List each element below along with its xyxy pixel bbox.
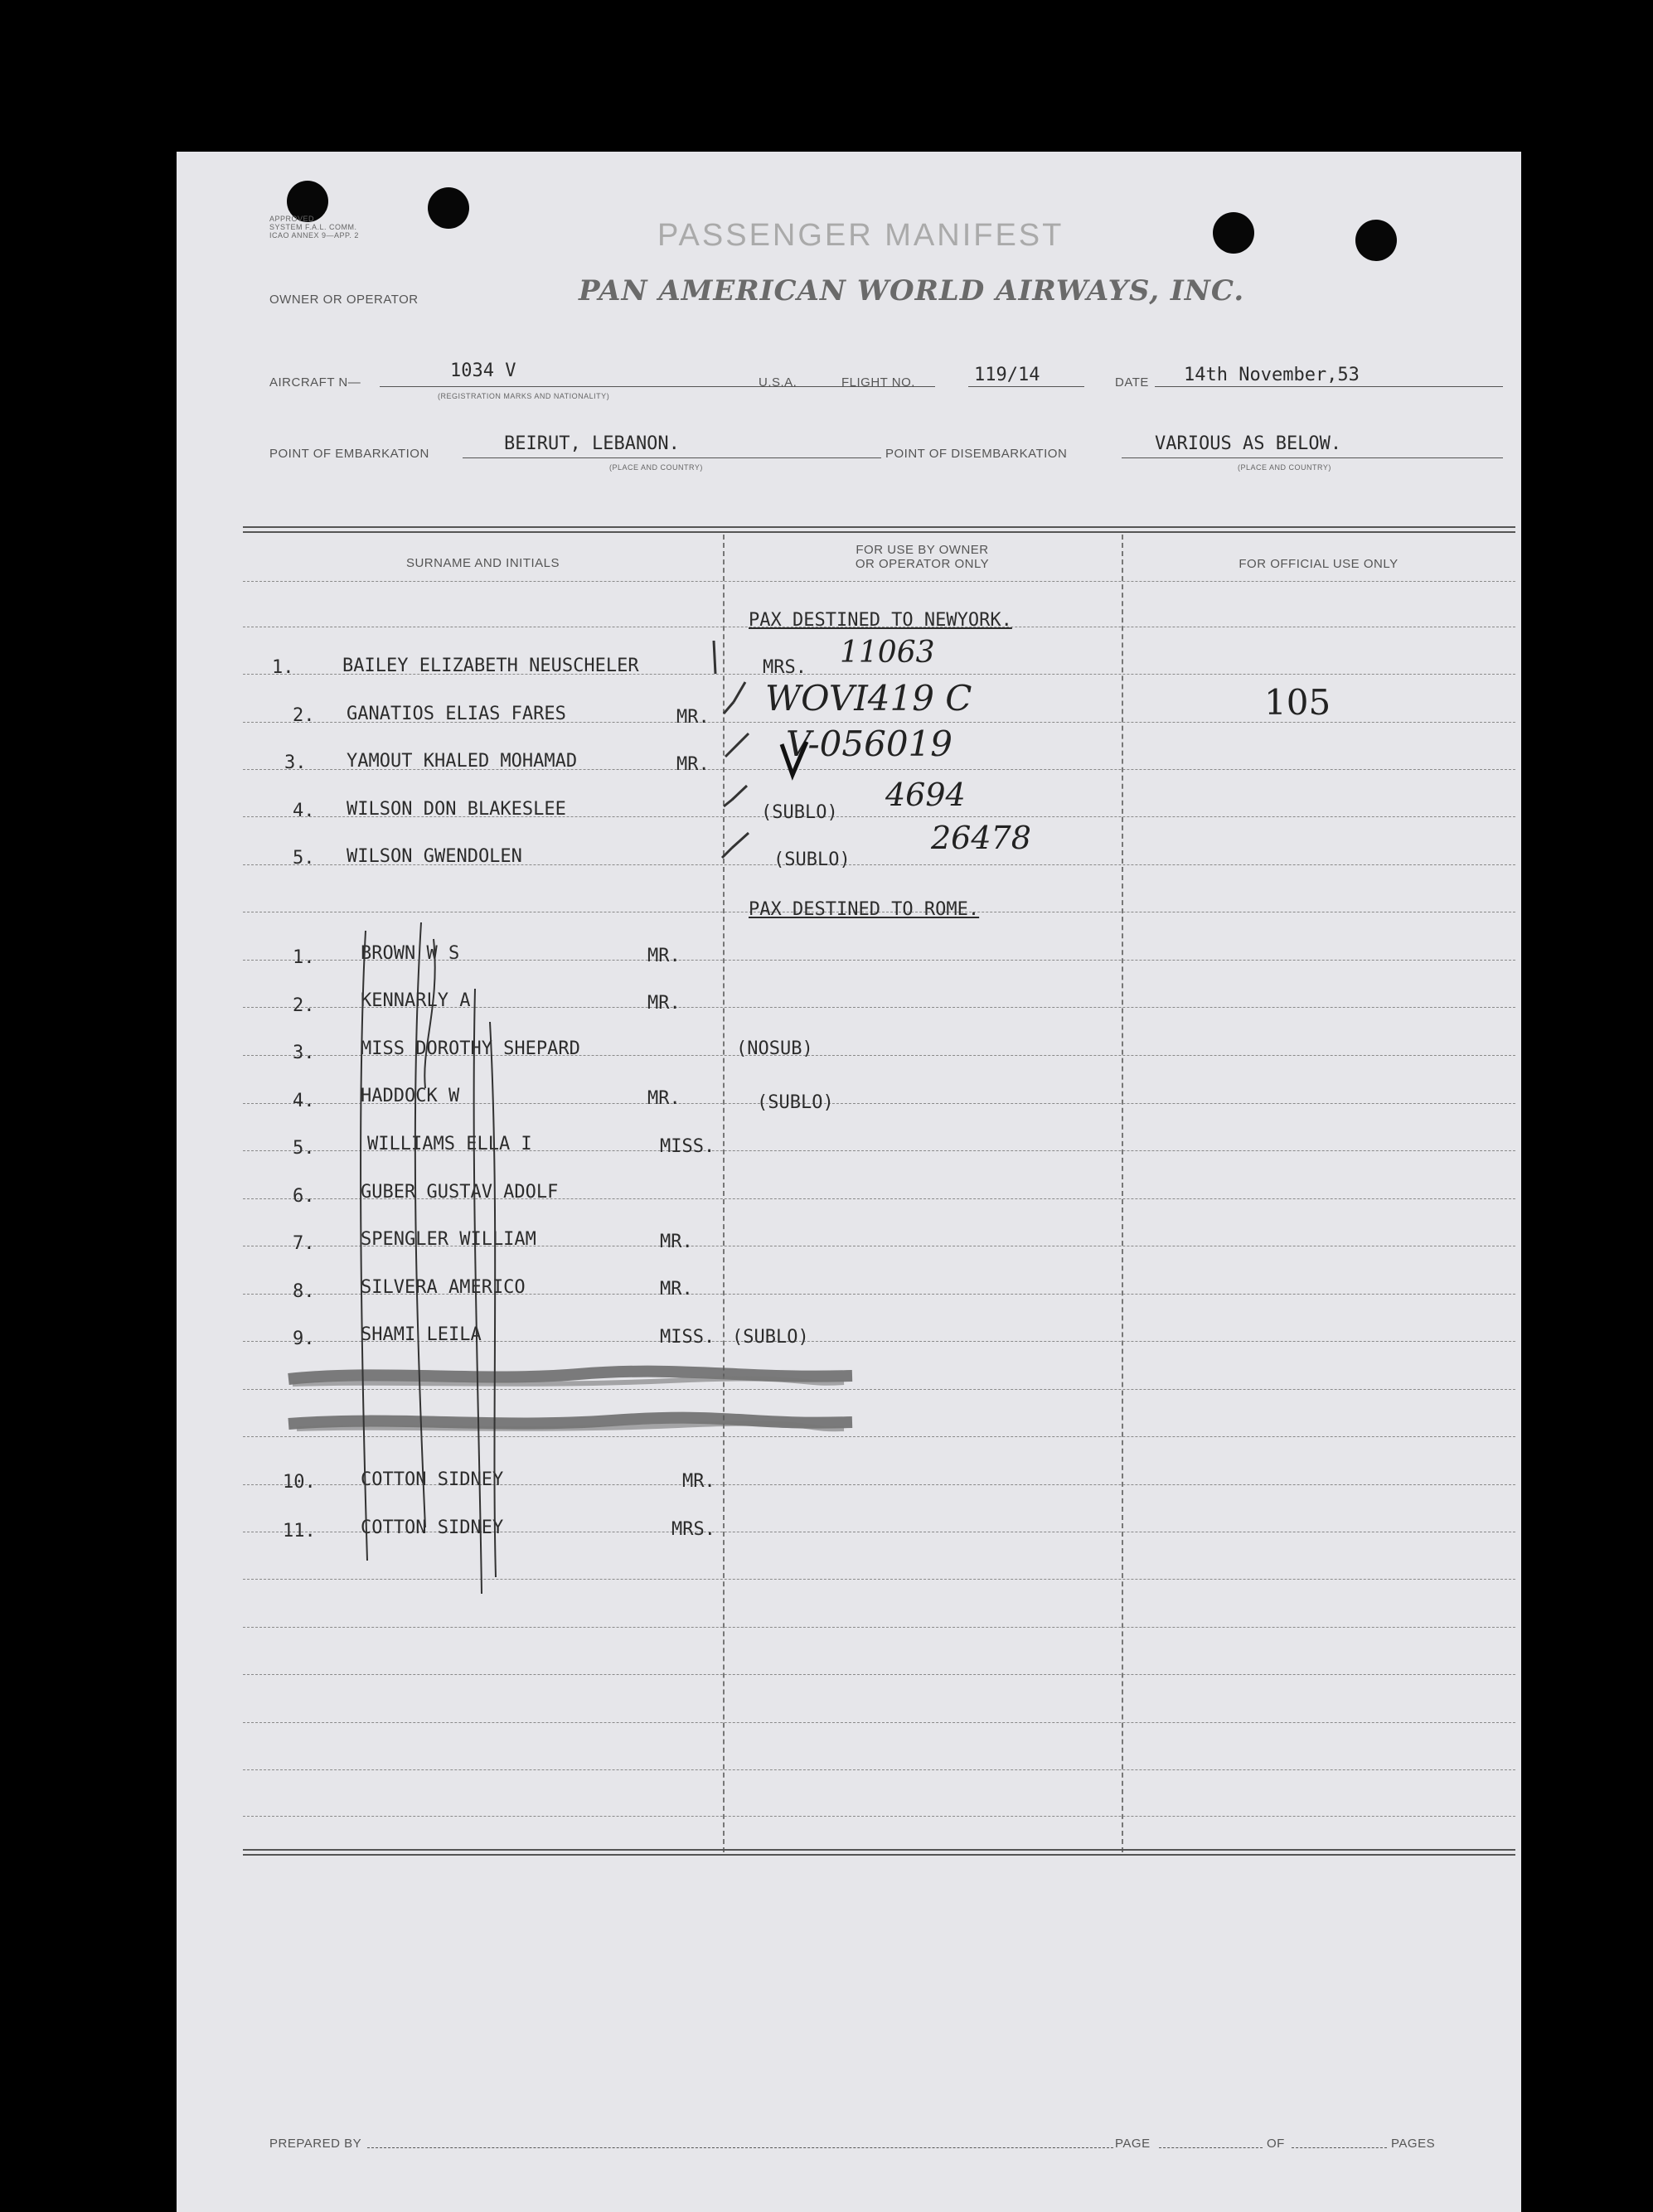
manifest-page [177,152,1521,2212]
punch-hole [1355,220,1397,261]
passenger-name: SILVERA AMERICO [361,1277,526,1298]
flight-label: FLIGHT NO. [841,375,915,390]
passenger-number: 5. [293,848,315,869]
passenger-number: 8. [293,1281,315,1302]
punch-hole [428,187,469,229]
passenger-number: 4. [293,801,315,821]
passenger-name: BROWN W S [361,943,460,964]
passenger-number: 9. [293,1329,315,1349]
of-label: OF [1267,2137,1285,2151]
section-new-york: PAX DESTINED TO NEWYORK. [749,610,1012,631]
approval-line: SYSTEM F.A.L. COMM. [269,223,357,231]
passenger-title: MR. [676,754,710,775]
passenger-name: KENNARLY A [361,990,471,1011]
passenger-number: 6. [293,1186,315,1207]
passenger-title: MR. [660,1232,693,1252]
date-label: DATE [1115,375,1149,390]
passenger-number: 4. [293,1091,315,1111]
date-value: 14th November,53 [1184,365,1360,385]
form-title: PASSENGER MANIFEST [657,218,1064,253]
embarkation-value: BEIRUT, LEBANON. [504,433,680,454]
handwritten-number: 4694 [885,777,966,813]
disembarkation-label: POINT OF DISEMBARKATION [885,447,1068,461]
approval-line: ICAO ANNEX 9—APP. 2 [269,231,359,240]
passenger-title: MRS. [671,1519,715,1540]
passenger-number: 1. [272,657,294,678]
passenger-note: (NOSUB) [736,1038,813,1059]
handwritten-number: V-056019 [786,724,953,764]
passenger-note: (SUBLO) [773,849,851,870]
owner-label: OWNER OR OPERATOR [269,293,419,307]
passenger-title: MR. [647,946,681,966]
handwritten-bracket-lines [342,922,525,1602]
passenger-name: WILSON DON BLAKESLEE [347,799,566,820]
approval-note [269,215,359,240]
passenger-name: GUBER GUSTAV ADOLF [361,1182,559,1203]
passenger-number: 1. [293,947,315,968]
passenger-note: (SUBLO) [761,802,838,823]
aircraft-label: AIRCRAFT N— [269,375,361,390]
passenger-title: MR. [676,707,710,728]
passenger-number: 3. [293,1043,315,1063]
prepared-by-label: PREPARED BY [269,2137,362,2151]
passenger-title: MR. [647,1088,681,1109]
disembarkation-caption: (PLACE AND COUNTRY) [1238,463,1331,472]
usa-label: U.S.A. [759,375,797,390]
pages-label: PAGES [1391,2137,1436,2151]
passenger-name: BAILEY ELIZABETH NEUSCHELER [342,656,639,676]
registration-caption: (REGISTRATION MARKS AND NATIONALITY) [438,392,610,400]
official-stamp: 105 [1264,682,1331,723]
passenger-number: 5. [293,1138,315,1159]
handwritten-number: WOVI419 C [765,678,972,719]
section-rome: PAX DESTINED TO ROME. [749,899,980,920]
page-label: PAGE [1115,2137,1151,2151]
approval-line: APPROVED [269,215,315,223]
embarkation-label: POINT OF EMBARKATION [269,447,429,461]
passenger-note: (SUBLO) [757,1092,834,1113]
passenger-name: COTTON SIDNEY [361,1517,504,1538]
column-header-surname: SURNAME AND INITIALS [405,556,560,570]
flight-value: 119/14 [974,365,1040,385]
passenger-name: WILSON GWENDOLEN [347,846,522,867]
passenger-title: MR. [647,993,681,1014]
passenger-title: MISS. [660,1327,715,1348]
passenger-number: 2. [293,705,315,726]
passenger-number: 2. [293,995,315,1016]
disembarkation-value: VARIOUS AS BELOW. [1155,433,1342,454]
passenger-name: YAMOUT KHALED MOHAMAD [347,751,578,772]
passenger-number: 10. [283,1472,316,1493]
check-marks [674,641,840,881]
passenger-name: SHAMI LEILA [361,1324,482,1345]
passenger-name: SPENGLER WILLIAM [361,1229,536,1250]
passenger-number: 11. [283,1521,316,1542]
passenger-name: COTTON SIDNEY [361,1469,504,1490]
passenger-title: MR. [660,1279,693,1300]
handwritten-number: 26478 [931,820,1031,856]
passenger-name: MISS DOROTHY SHEPARD [361,1038,580,1059]
punch-hole [1213,212,1254,254]
passenger-title: MR. [682,1471,715,1492]
passenger-name: HADDOCK W [361,1086,460,1106]
passenger-number: 3. [284,753,307,773]
column-header-owner: FOR USE BY OWNER OR OPERATOR ONLY [855,543,990,571]
handwritten-number: 11063 [840,636,935,670]
embarkation-caption: (PLACE AND COUNTRY) [609,463,703,472]
column-header-official: FOR OFFICIAL USE ONLY [1239,557,1399,571]
passenger-title: MISS. [660,1136,715,1157]
aircraft-value: 1034 V [450,361,516,381]
passenger-title: MRS. [763,657,807,678]
operator-name: PAN AMERICAN WORLD AIRWAYS, INC. [579,274,1245,307]
passenger-name: GANATIOS ELIAS FARES [347,704,566,724]
passenger-name: WILLIAMS ELLA I [367,1134,532,1154]
passenger-note: (SUBLO) [732,1327,809,1348]
passenger-number: 7. [293,1233,315,1254]
